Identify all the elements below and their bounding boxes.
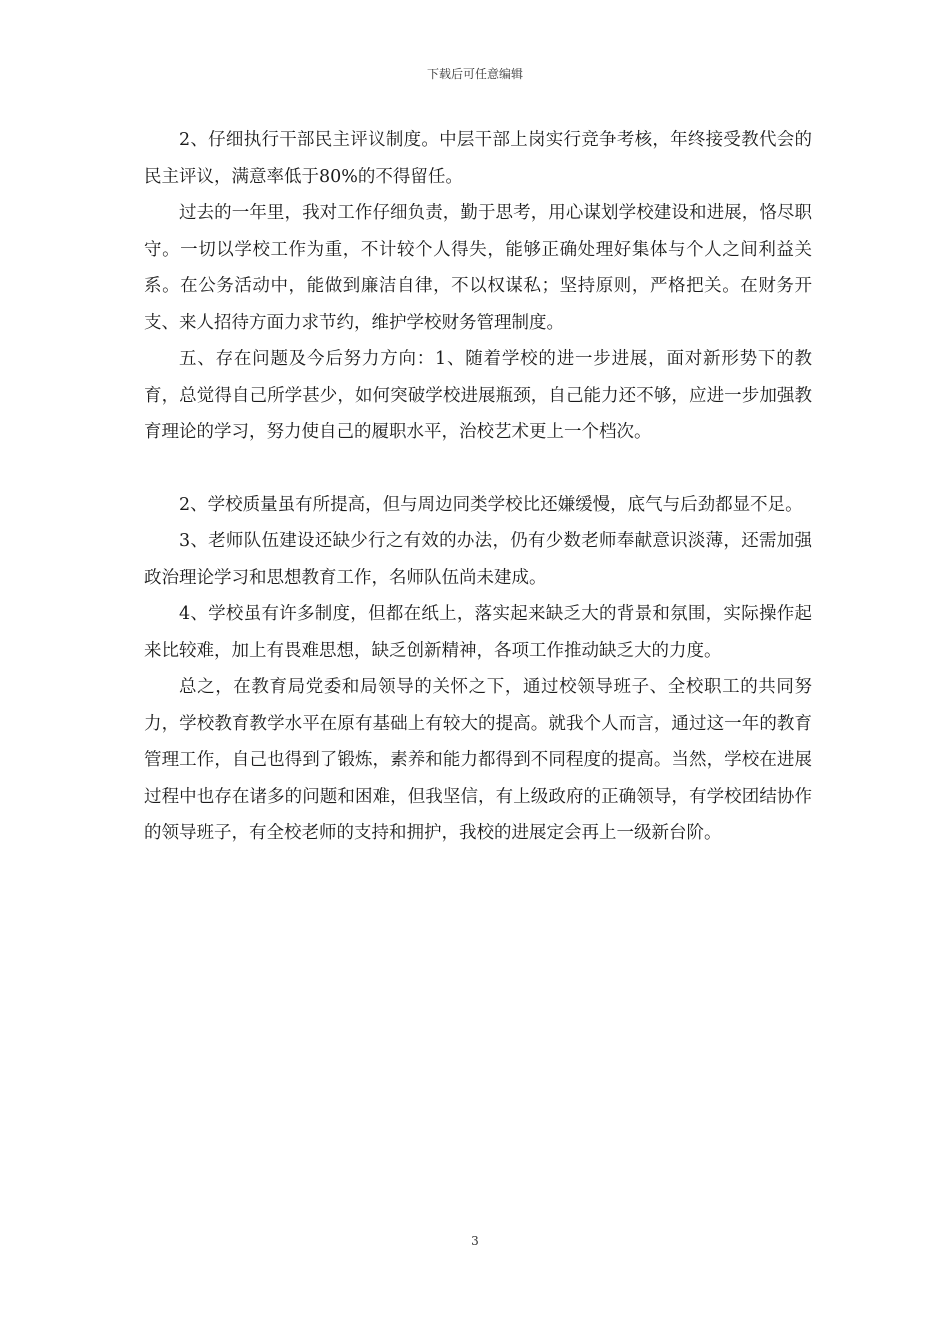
- paragraph: 3、老师队伍建设还缺少行之有效的办法，仍有少数老师奉献意识淡薄，还需加强政治理论学习和思想教育工作，名师队伍尚未建成。: [144, 531, 812, 588]
- paragraph: 总之，在教育局党委和局领导的关怀之下，通过校领导班子、全校职工的共同努力，学校教育教学水平在原有基础上有较大的提高。就我个人而言，通过这一年的教育管理工作，自己也得到了锻炼，素养和能力都得到不同程度的提高。当然，学校在进展过程中也存在诸多的问题和困难，但我坚信，有上级政府的正确领导，有学校团结协作的领导班子，有全校老师的支持和拥护，我校的进展定会再上一级新台阶。: [144, 677, 812, 843]
- paragraph: 2、学校质量虽有所提高，但与周边同类学校比还嫌缓慢，底气与后劲都显不足。: [179, 494, 803, 515]
- document-body: [144, 122, 812, 852]
- paragraph: 4、学校虽有许多制度，但都在纸上，落实起来缺乏大的背景和氛围，实际操作起来比较难，加上有畏难思想，缺乏创新精神，各项工作推动缺乏大的力度。: [144, 604, 812, 661]
- paragraph: 五、存在问题及今后努力方向：1、随着学校的进一步进展，面对新形势下的教育，总觉得自己所学甚少，如何突破学校进展瓶颈，自己能力还不够，应进一步加强教育理论的学习，努力使自己的履职水平，治校艺术更上一个档次。: [144, 349, 812, 442]
- paragraph: 过去的一年里，我对工作仔细负责，勤于思考，用心谋划学校建设和进展，恪尽职守。一切以学校工作为重，不计较个人得失，能够正确处理好集体与个人之间利益关系。在公务活动中，能做到廉洁自律，不以权谋私；坚持原则，严格把关。在财务开支、来人招待方面力求节约，维护学校财务管理制度。: [144, 203, 812, 333]
- page-number: 3: [471, 1234, 479, 1248]
- page-header: 下载后可任意编辑: [426, 67, 523, 81]
- paragraph: 2、仔细执行干部民主评议制度。中层干部上岗实行竞争考核，年终接受教代会的民主评议，满意率低于80%的不得留任。: [144, 130, 812, 187]
